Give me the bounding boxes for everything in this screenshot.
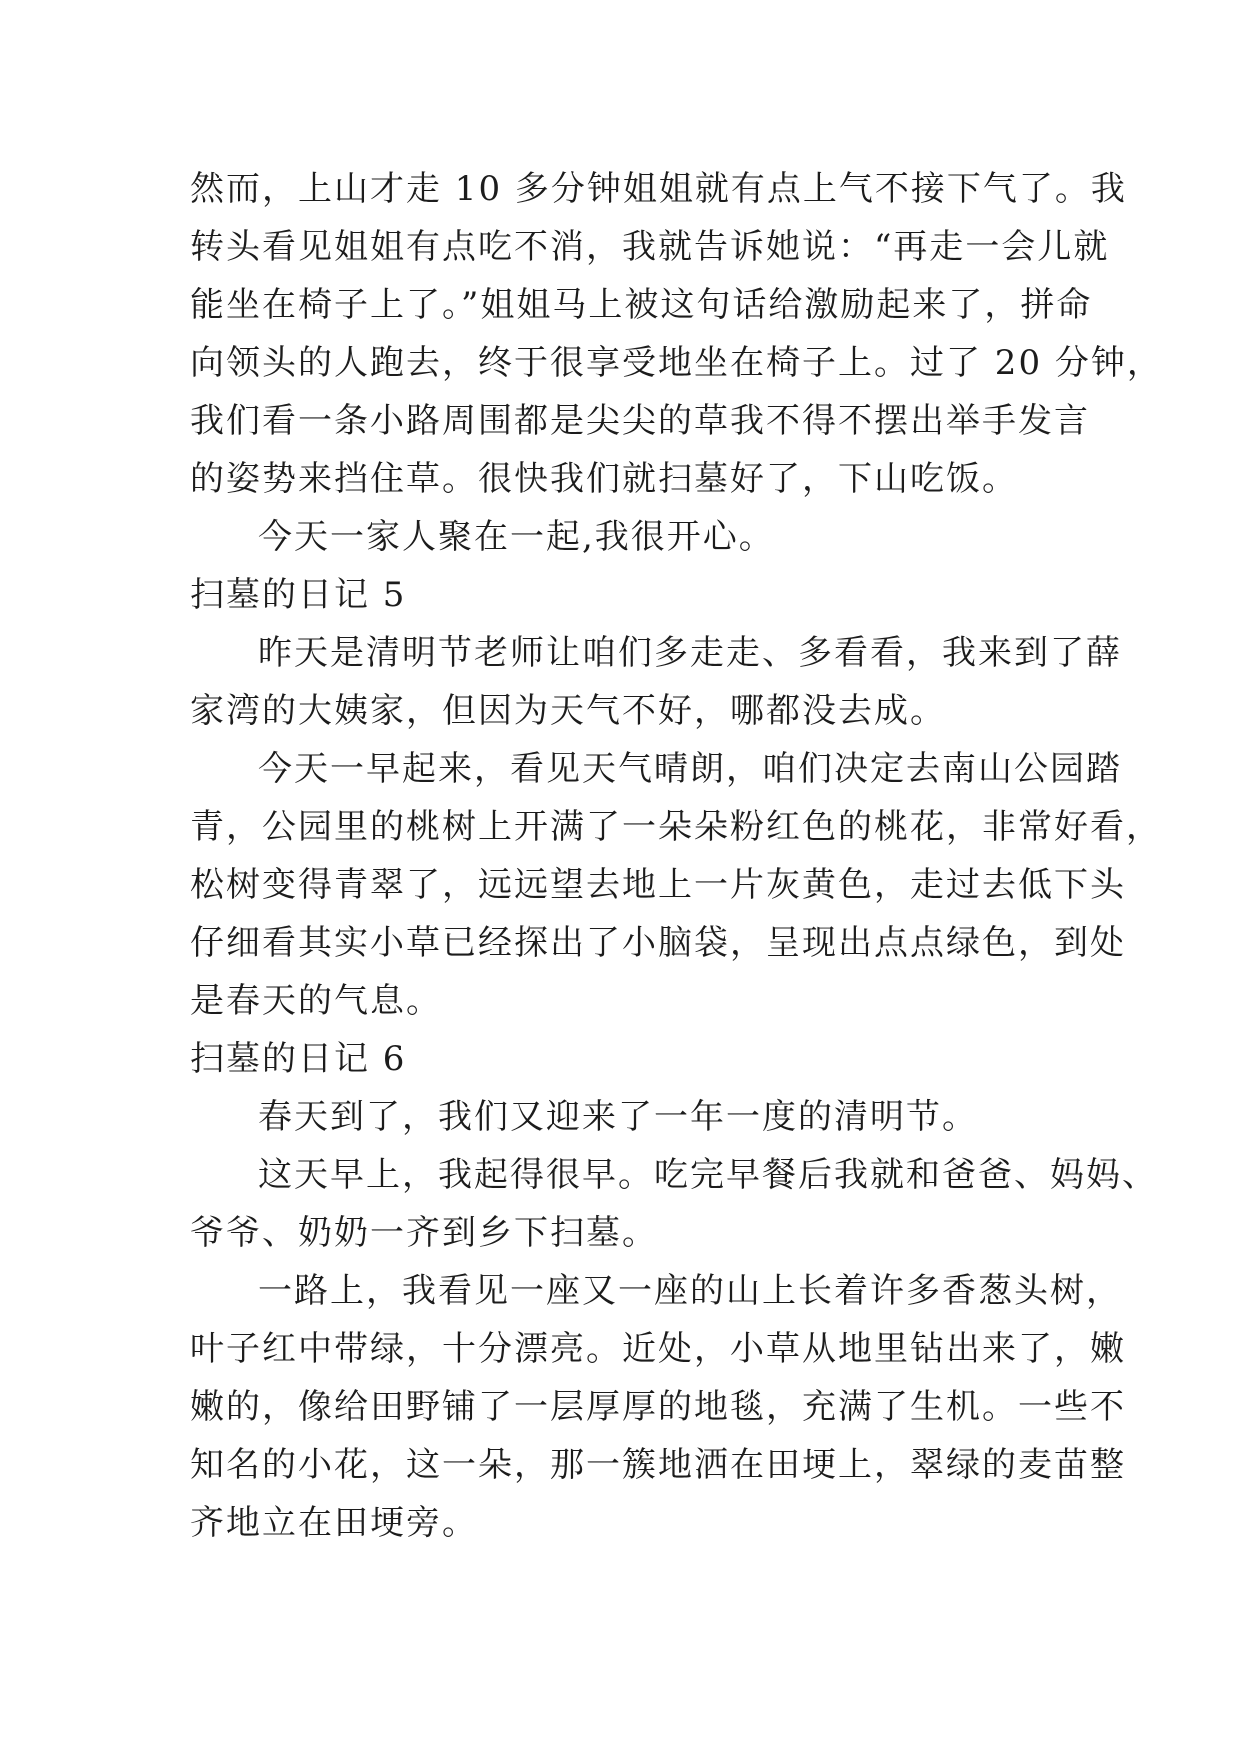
text-line: 知名的小花，这一朵，那一簇地洒在田埂上，翠绿的麦苗整 [190, 1445, 1126, 1485]
text-line: 家湾的大姨家，但因为天气不好，哪都没去成。 [190, 691, 946, 731]
text-line: 昨天是清明节老师让咱们多走走、多看看，我来到了薛 [258, 633, 1122, 673]
text-line: 是春天的气息。 [190, 981, 442, 1021]
text-line: 的姿势来挡住草。很快我们就扫墓好了，下山吃饭。 [190, 459, 1018, 499]
section-heading: 扫墓的日记 6 [190, 1039, 407, 1079]
text-line: 青，公园里的桃树上开满了一朵朵粉红色的桃花，非常好看， [190, 807, 1162, 847]
document-page [190, 160, 1163, 1552]
text-line: 这天早上，我起得很早。吃完早餐后我就和爸爸、妈妈、 [258, 1155, 1158, 1195]
section-heading: 扫墓的日记 5 [190, 575, 407, 615]
text-line: 仔细看其实小草已经探出了小脑袋，呈现出点点绿色，到处 [190, 923, 1126, 963]
text-line: 叶子红中带绿，十分漂亮。近处，小草从地里钻出来了，嫩 [190, 1329, 1126, 1369]
text-line: 一路上，我看见一座又一座的山上长着许多香葱头树， [258, 1271, 1122, 1311]
text-line: 春天到了，我们又迎来了一年一度的清明节。 [258, 1097, 978, 1137]
text-line: 今天一早起来，看见天气晴朗，咱们决定去南山公园踏 [258, 749, 1122, 789]
text-line: 爷爷、奶奶一齐到乡下扫墓。 [190, 1213, 658, 1253]
text-line: 转头看见姐姐有点吃不消，我就告诉她说：“再走一会儿就 [190, 227, 1110, 267]
text-line: 今天一家人聚在一起,我很开心。 [258, 517, 775, 557]
text-line: 松树变得青翠了，远远望去地上一片灰黄色，走过去低下头 [190, 865, 1126, 905]
text-line: 我们看一条小路周围都是尖尖的草我不得不摆出举手发言 [190, 401, 1090, 441]
text-line: 齐地立在田埂旁。 [190, 1503, 478, 1543]
text-line: 然而，上山才走 10 多分钟姐姐就有点上气不接下气了。我 [190, 169, 1127, 209]
text-line: 嫩的，像给田野铺了一层厚厚的地毯，充满了生机。一些不 [190, 1387, 1126, 1427]
text-line: 向领头的人跑去，终于很享受地坐在椅子上。过了 20 分钟， [190, 343, 1163, 383]
text-line: 能坐在椅子上了。”姐姐马上被这句话给激励起来了，拼命 [190, 285, 1093, 325]
